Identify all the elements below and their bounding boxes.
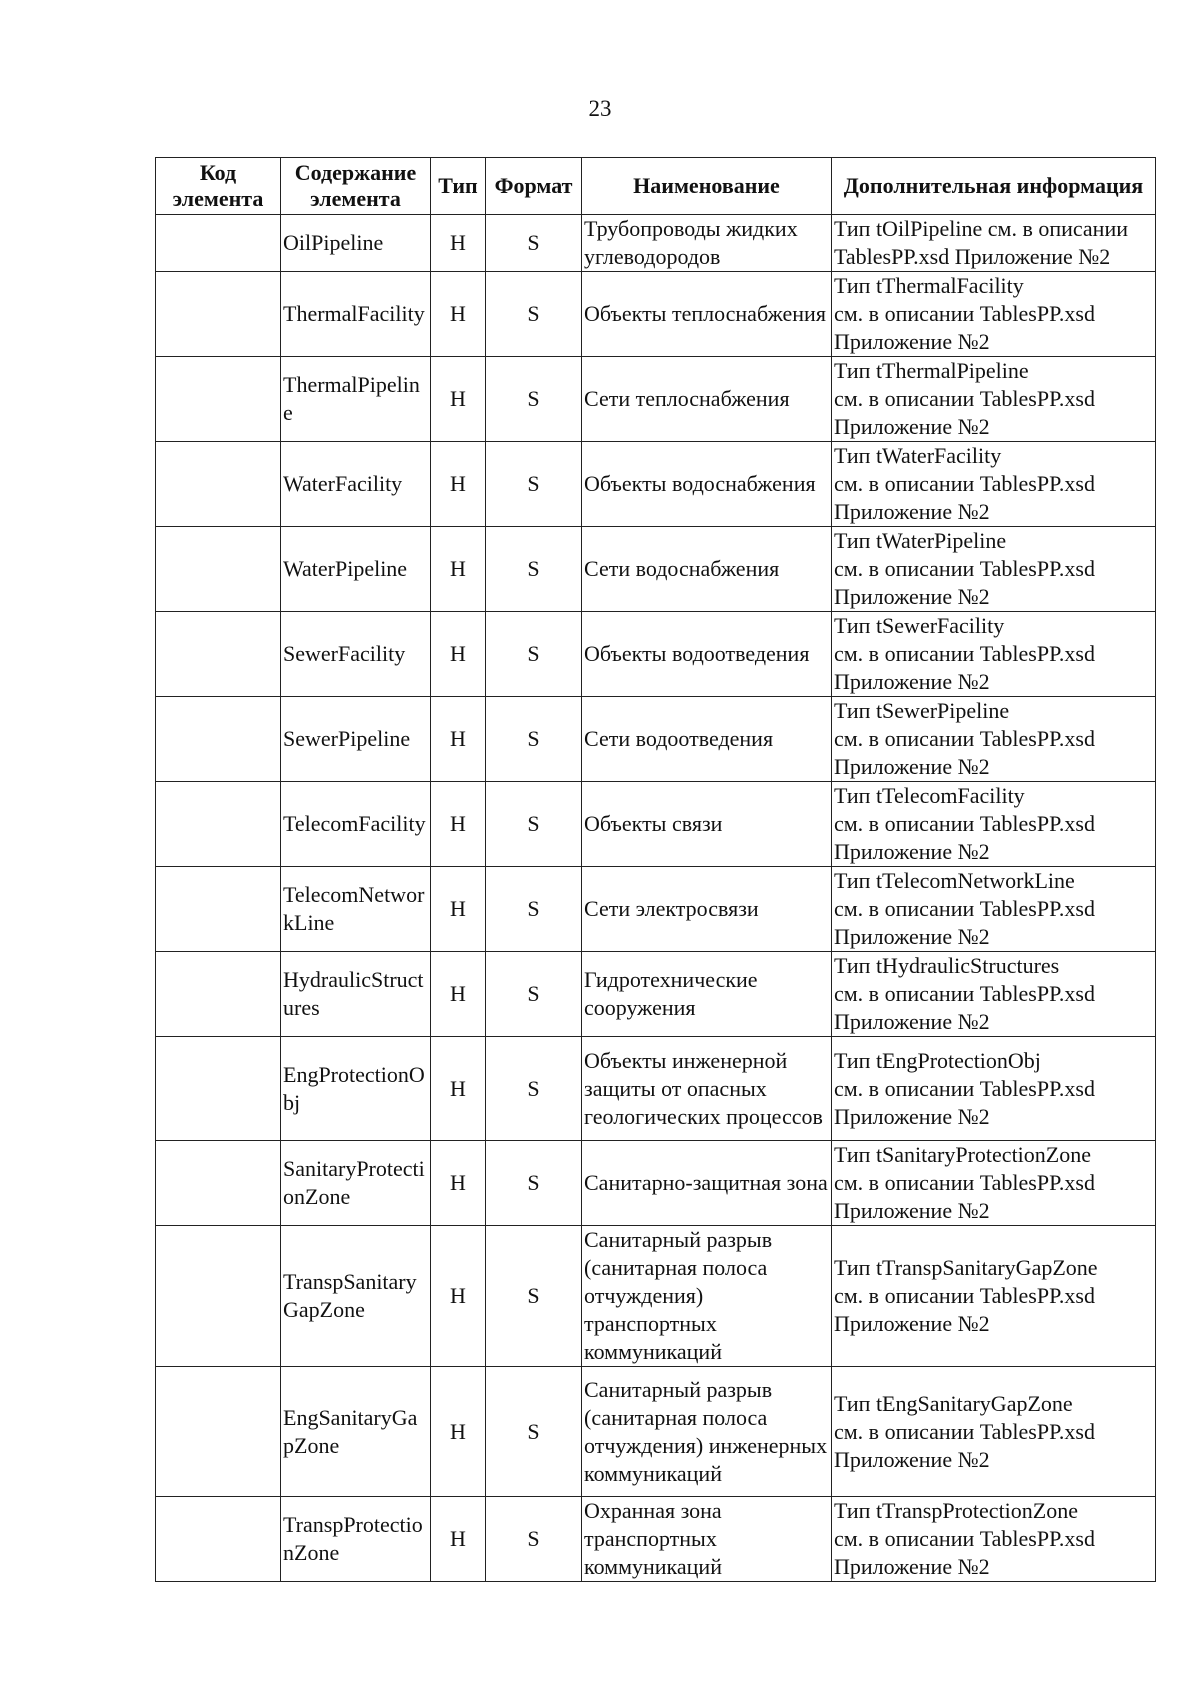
table-row [156,1141,1156,1226]
cell-type: Н [431,1497,486,1582]
cell-code [156,1141,281,1226]
cell-info [832,527,1156,612]
cell-format: S [486,782,582,867]
cell-content: HydraulicStructures [281,952,431,1037]
cell-info [832,357,1156,442]
cell-code [156,1037,281,1141]
cell-type: Н [431,782,486,867]
cell-code [156,1497,281,1582]
info-line: Приложение №2 [834,1103,990,1129]
cell-info [832,867,1156,952]
table-row [156,612,1156,697]
cell-format: S [486,952,582,1037]
cell-type: Н [431,1367,486,1497]
table-row [156,527,1156,612]
cell-format: S [486,1367,582,1497]
info-line: Приложение №2 [834,1446,990,1472]
cell-info [832,442,1156,527]
info-line: Тип tHydraulicStructures [834,953,1060,978]
cell-type: Н [431,697,486,782]
info-line: Приложение №2 [834,669,990,694]
header-name: Наименование [582,158,832,215]
cell-content: SewerFacility [281,612,431,697]
table-row [156,1497,1156,1582]
cell-content: ThermalPipeline [281,357,431,442]
info-line: Тип tTelecomFacility [834,783,1025,808]
cell-code [156,527,281,612]
info-line: см. в описании TablesPP.xsd [834,1170,1095,1195]
cell-name: Объекты теплоснабжения [582,272,832,357]
cell-info [832,1141,1156,1226]
info-line: Приложение №2 [834,584,990,609]
info-line: Приложение №2 [834,329,990,354]
table-row [156,357,1156,442]
info-line: см. в описании TablesPP.xsd [834,981,1095,1006]
cell-code [156,272,281,357]
cell-code [156,867,281,952]
info-line: Тип tOilPipeline см. в описании [834,216,1129,241]
cell-content: WaterFacility [281,442,431,527]
cell-content: WaterPipeline [281,527,431,612]
info-line: Тип tTelecomNetworkLine [834,868,1075,893]
cell-format: S [486,442,582,527]
cell-code [156,612,281,697]
cell-name: Объекты инженерной защиты от опасных геологических процессов [582,1037,832,1141]
cell-type: Н [431,442,486,527]
header-type: Тип [431,158,486,215]
info-line: Приложение №2 [834,1554,990,1579]
table-row [156,1037,1156,1141]
info-line: см. в описании TablesPP.xsd [834,1075,1095,1101]
cell-format: S [486,1037,582,1141]
cell-info [832,952,1156,1037]
table-header-row [156,158,1156,215]
cell-format: S [486,1497,582,1582]
cell-code [156,442,281,527]
cell-code [156,697,281,782]
info-line: см. в описании TablesPP.xsd [834,726,1095,751]
table-row [156,952,1156,1037]
cell-content: TranspProtectionZone [281,1497,431,1582]
cell-content: SanitaryProtectionZone [281,1141,431,1226]
cell-type: Н [431,215,486,272]
info-line: Тип tWaterFacility [834,443,1002,468]
cell-info [832,782,1156,867]
info-line: Тип tSewerFacility [834,613,1005,638]
table-row [156,1226,1156,1367]
cell-format: S [486,1226,582,1367]
info-line: Тип tThermalFacility [834,273,1024,298]
table-row [156,215,1156,272]
cell-name: Санитарно-защитная зона [582,1141,832,1226]
info-line: Приложение №2 [834,839,990,864]
header-content: Содержание элемента [281,158,431,215]
cell-content: TelecomNetworkLine [281,867,431,952]
cell-name: Гидротехнические сооружения [582,952,832,1037]
cell-name: Сети электросвязи [582,867,832,952]
cell-name: Санитарный разрыв (санитарная полоса отчуждения) транспортных коммуникаций [582,1226,832,1367]
info-line: см. в описании TablesPP.xsd [834,556,1095,581]
cell-info [832,697,1156,782]
cell-type: Н [431,357,486,442]
cell-format: S [486,215,582,272]
info-line: см. в описании TablesPP.xsd [834,641,1095,666]
cell-info [832,215,1156,272]
cell-code [156,782,281,867]
cell-format: S [486,697,582,782]
cell-info [832,272,1156,357]
cell-name: Сети водоснабжения [582,527,832,612]
info-line: Приложение №2 [834,924,990,949]
cell-type: Н [431,527,486,612]
cell-name: Объекты водоснабжения [582,442,832,527]
cell-type: Н [431,867,486,952]
cell-info [832,612,1156,697]
info-line: Тип tWaterPipeline [834,528,1007,553]
cell-name: Сети водоотведения [582,697,832,782]
cell-name: Сети теплоснабжения [582,357,832,442]
info-line: см. в описании TablesPP.xsd [834,386,1095,411]
info-line: Приложение №2 [834,1009,990,1034]
info-line: см. в описании TablesPP.xsd [834,301,1095,326]
info-line: см. в описании TablesPP.xsd [834,1526,1095,1551]
cell-format: S [486,357,582,442]
info-line: Тип tTranspSanitaryGapZone [834,1255,1098,1280]
cell-type: Н [431,272,486,357]
cell-name: Санитарный разрыв (санитарная полоса отчуждения) инженерных коммуникаций [582,1367,832,1497]
cell-content: SewerPipeline [281,697,431,782]
cell-content: EngProtectionObj [281,1037,431,1141]
header-info: Дополнительная информация [832,158,1156,215]
cell-content: TelecomFacility [281,782,431,867]
header-format: Формат [486,158,582,215]
info-line: см. в описании TablesPP.xsd [834,896,1095,921]
cell-format: S [486,612,582,697]
info-line: Приложение №2 [834,414,990,439]
info-line: Приложение №2 [834,754,990,779]
info-line: см. в описании TablesPP.xsd [834,811,1095,836]
cell-format: S [486,272,582,357]
info-line: Тип tSewerPipeline [834,698,1010,723]
info-line: см. в описании TablesPP.xsd [834,1283,1095,1308]
info-line: Тип tTranspProtectionZone [834,1498,1078,1523]
cell-name: Объекты связи [582,782,832,867]
info-line: Тип tEngProtectionObj [834,1047,1041,1073]
table-row [156,782,1156,867]
info-line: Тип tThermalPipeline [834,358,1029,383]
cell-type: Н [431,952,486,1037]
cell-type: Н [431,1037,486,1141]
cell-info [832,1037,1156,1141]
info-line: TablesPP.xsd Приложение №2 [834,244,1111,269]
header-code: Код элемента [156,158,281,215]
cell-info [832,1497,1156,1582]
cell-content: EngSanitaryGapZone [281,1367,431,1497]
cell-info [832,1367,1156,1497]
cell-name: Охранная зона транспортных коммуникаций [582,1497,832,1582]
cell-content: OilPipeline [281,215,431,272]
info-line: см. в описании TablesPP.xsd [834,1418,1095,1444]
table-row [156,272,1156,357]
table-row [156,1367,1156,1497]
table-body [156,215,1156,1582]
cell-type: Н [431,1141,486,1226]
cell-content: TranspSanitaryGapZone [281,1226,431,1367]
table-row [156,867,1156,952]
element-spec-table [155,157,1156,1582]
cell-code [156,1367,281,1497]
info-line: см. в описании TablesPP.xsd [834,471,1095,496]
cell-type: Н [431,612,486,697]
cell-format: S [486,527,582,612]
info-line: Приложение №2 [834,1198,990,1223]
cell-info [832,1226,1156,1367]
table-row [156,697,1156,782]
info-line: Приложение №2 [834,1311,990,1336]
cell-code [156,1226,281,1367]
cell-format: S [486,1141,582,1226]
cell-format: S [486,867,582,952]
info-line: Приложение №2 [834,499,990,524]
cell-name: Трубопроводы жидких углеводородов [582,215,832,272]
table-row [156,442,1156,527]
cell-code [156,215,281,272]
cell-content: ThermalFacility [281,272,431,357]
cell-code [156,952,281,1037]
cell-code [156,357,281,442]
page-number: 23 [588,96,612,121]
info-line: Тип tSanitaryProtectionZone [834,1142,1091,1167]
cell-name: Объекты водоотведения [582,612,832,697]
cell-type: Н [431,1226,486,1367]
info-line: Тип tEngSanitaryGapZone [834,1390,1073,1416]
